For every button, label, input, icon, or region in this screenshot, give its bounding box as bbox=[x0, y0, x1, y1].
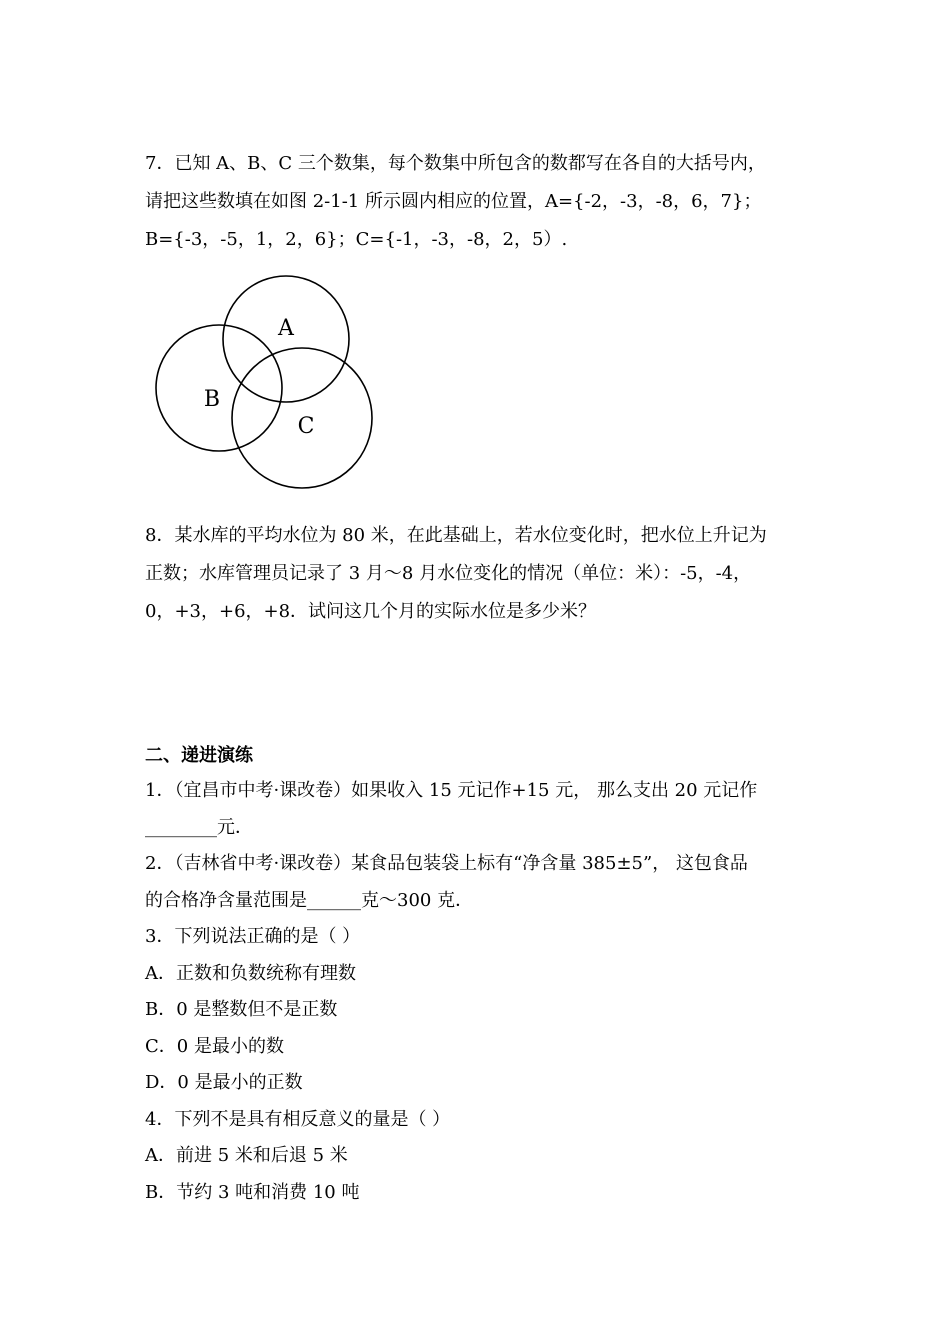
s2-q2-line-2: 的合格净含量范围是______克～300 克． bbox=[145, 890, 474, 911]
q7-line-3: B={-3，-5，1，2，6}；C={-1，-3，-8，2，5）. bbox=[145, 229, 568, 250]
s2-q1-line-2: ________元． bbox=[145, 817, 253, 838]
q8-line-2: 正数；水库管理员记录了 3 月～8 月水位变化的情况（单位：米）：-5，-4， bbox=[145, 563, 752, 584]
label-c: C bbox=[297, 414, 315, 439]
label-a: A bbox=[278, 316, 294, 341]
s2-q3-stem: 3．下列说法正确的是（ ） bbox=[145, 926, 361, 947]
s2-q4-option-a: A．前进 5 米和后退 5 米 bbox=[145, 1145, 348, 1166]
s2-q1-line-1: 1．（宜昌市中考·课改卷）如果收入 15 元记作+15 元， 那么支出 20 元记作 bbox=[145, 780, 758, 801]
s2-q3-option-a: A．正数和负数统称有理数 bbox=[145, 963, 356, 984]
s2-q4-option-b: B．节约 3 吨和消费 10 吨 bbox=[145, 1182, 360, 1203]
q8-line-3: 0，+3，+6，+8．试问这几个月的实际水位是多少米？ bbox=[145, 601, 597, 622]
label-b: B bbox=[203, 387, 221, 412]
q7-line-2: 请把这些数填在如图 2-1-1 所示圆内相应的位置，A={-2，-3，-8，6，7}； bbox=[145, 191, 762, 212]
s2-q3-option-b: B．0 是整数但不是正数 bbox=[145, 999, 338, 1020]
q8-line-1: 8．某水库的平均水位为 80 米，在此基础上，若水位变化时，把水位上升记为 bbox=[145, 525, 767, 546]
section-heading: 二、递进演练 bbox=[145, 745, 253, 766]
s2-q2-line-1: 2．（吉林省中考·课改卷）某食品包装袋上标有“净含量 385±5”， 这包食品 bbox=[145, 853, 748, 874]
venn-diagram bbox=[150, 272, 382, 494]
q7-line-1: 7．已知 A、B、C 三个数集，每个数集中所包含的数都写在各自的大括号内， bbox=[145, 153, 766, 174]
s2-q4-stem: 4．下列不是具有相反意义的量是（ ） bbox=[145, 1109, 451, 1130]
s2-q3-option-d: D．0 是最小的正数 bbox=[145, 1072, 303, 1093]
s2-q3-option-c: C．0 是最小的数 bbox=[145, 1036, 284, 1057]
